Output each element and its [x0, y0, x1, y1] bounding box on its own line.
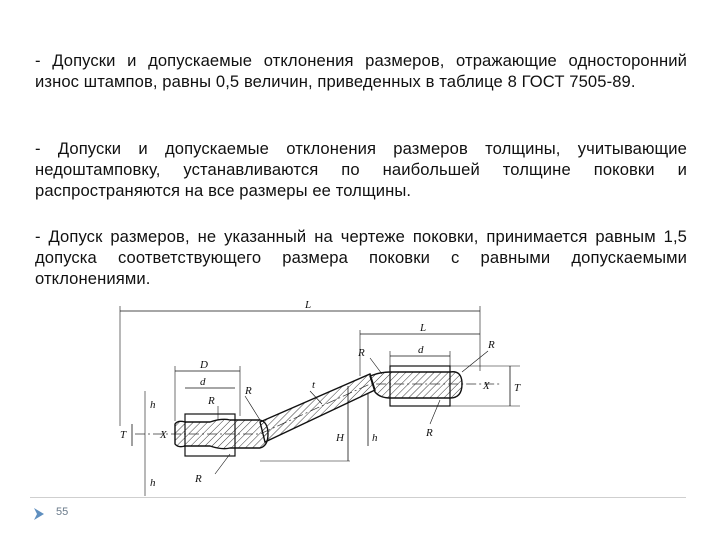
label-R-H-bottom: R: [195, 473, 202, 485]
label-R-A: R: [488, 339, 495, 351]
label-t: t: [312, 379, 316, 391]
right-hub: [370, 372, 462, 398]
label-d-left: d: [200, 376, 206, 388]
forging-arm: [260, 374, 375, 442]
paragraph-3: - Допуск размеров, не указанный на чертеже поковки, принимается равным 1,5 допуска соответствующего размера поковки с равными допускаемыми отклонениями.: [35, 227, 687, 288]
label-R-H-right: R: [426, 427, 433, 439]
label-D: D: [200, 359, 208, 371]
label-T-left: T: [120, 429, 127, 441]
label-R-B-right: R: [358, 347, 365, 359]
label-h2: h: [150, 477, 156, 489]
paragraph-1: - Допуски и допускаемые отклонения размеров, отражающие односторонний износ штампов, равны 0,5 величин, приведенных в таблице 8 ГОСТ 7505-89.: [35, 51, 687, 91]
label-H: H: [336, 432, 344, 444]
label-R-M: R: [245, 385, 252, 397]
forging-drawing: [100, 296, 600, 496]
left-hub: [175, 419, 268, 448]
footer-divider: [30, 497, 686, 498]
paragraph-2: - Допуски и допускаемые отклонения размеров толщины, учитывающие недоштамповку, устанавливаются по наибольшей толщине поковки и распространяются на все размеры ее толщины.: [35, 139, 687, 200]
label-X-right: X: [483, 380, 490, 392]
label-L1: L: [420, 322, 427, 334]
page-number: 55: [56, 506, 69, 518]
label-T-right: T: [514, 382, 521, 394]
label-d-right: d: [418, 344, 424, 356]
label-X-left: X: [160, 429, 167, 441]
label-R-B-left: R: [208, 395, 215, 407]
label-h1: h: [150, 399, 156, 411]
label-h-mid: h: [372, 432, 378, 444]
bullet-arrow-icon: [34, 508, 48, 520]
label-L: L: [305, 299, 312, 311]
